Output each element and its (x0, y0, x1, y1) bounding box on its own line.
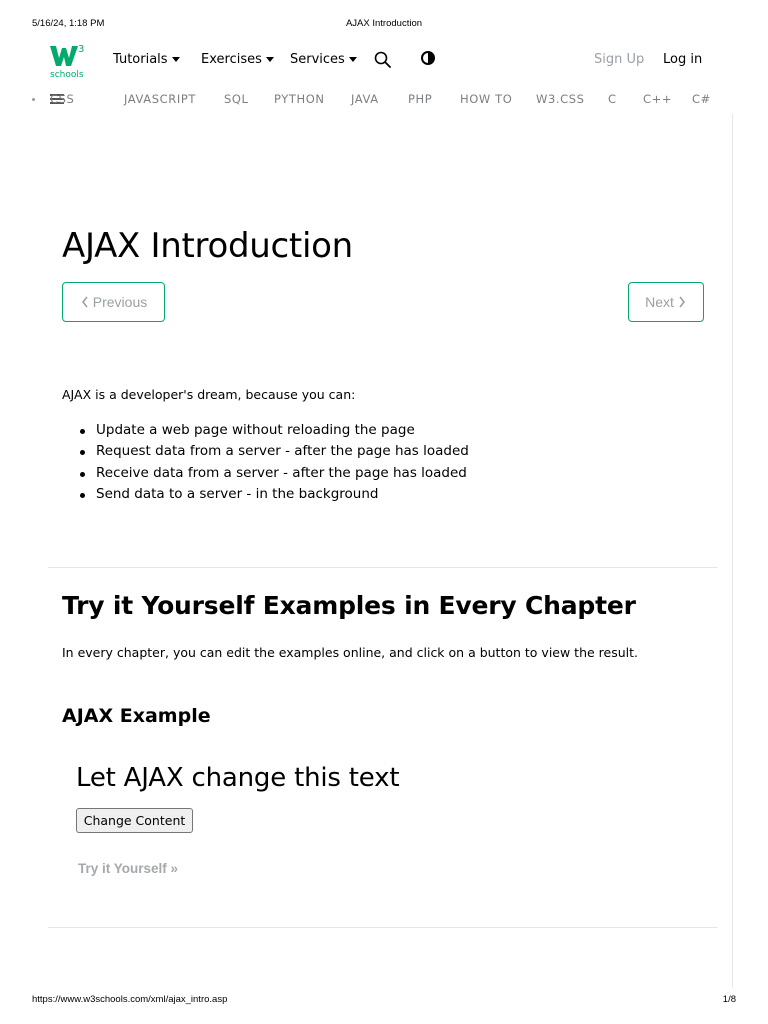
list-item: Send data to a server - in the background (78, 484, 469, 505)
chevron-right-icon (677, 295, 687, 309)
svg-text:3: 3 (78, 44, 85, 55)
tutorials-menu[interactable] (113, 52, 180, 67)
previous-label: Previous (92, 294, 148, 310)
print-page-number: 1/8 (722, 994, 736, 1005)
list-item: Update a web page without reloading the page (78, 420, 469, 441)
exercises-label: Exercises (201, 52, 262, 67)
example-heading: AJAX Example (62, 705, 211, 727)
print-url: https://www.w3schools.com/xml/ajax_intro.asp (32, 994, 228, 1005)
print-footer (0, 994, 768, 1008)
try-it-yourself-link[interactable]: Try it Yourself » (78, 861, 179, 876)
sign-up-link[interactable]: Sign Up (594, 52, 645, 67)
caret-down-icon (266, 57, 274, 62)
list-item: Receive data from a server - after the page has loaded (78, 463, 469, 484)
theme-toggle-button[interactable] (418, 50, 438, 70)
svg-text:schools: schools (50, 70, 84, 80)
feature-list (78, 420, 469, 505)
subject-w3css[interactable]: W3.CSS (536, 92, 585, 106)
demo-text: Let AJAX change this text (76, 763, 400, 793)
caret-down-icon (349, 57, 357, 62)
subject-java[interactable]: JAVA (351, 92, 379, 106)
search-icon (373, 50, 393, 70)
page-title: AJAX Introduction (62, 226, 353, 266)
section-title: Try it Yourself Examples in Every Chapter (62, 591, 636, 620)
services-menu[interactable] (290, 52, 357, 67)
list-item: Request data from a server - after the page has loaded (78, 441, 469, 462)
tutorials-label: Tutorials (113, 52, 168, 67)
section-description: In every chapter, you can edit the examples online, and click on a button to view the result. (62, 645, 639, 660)
w3schools-logo[interactable] (46, 40, 90, 80)
print-date: 5/16/24, 1:18 PM (32, 18, 105, 29)
subject-javascript[interactable]: JAVASCRIPT (124, 92, 196, 106)
subject-bar (0, 88, 732, 112)
subject-cpp[interactable]: C++ (643, 92, 673, 106)
contrast-icon (418, 50, 438, 70)
subject-how-to[interactable]: HOW TO (460, 92, 513, 106)
subject-python[interactable]: PYTHON (274, 92, 325, 106)
exercises-menu[interactable] (201, 52, 274, 67)
log-in-link[interactable]: Log in (663, 52, 703, 67)
caret-down-icon (172, 57, 180, 62)
subject-csharp[interactable]: C# (692, 92, 711, 106)
print-header (0, 18, 768, 32)
top-navigation (0, 38, 768, 82)
w3-logo-icon (46, 40, 90, 80)
chevron-left-icon (80, 295, 90, 309)
divider (48, 567, 718, 568)
subject-css[interactable]: CSS (50, 92, 75, 106)
print-title: AJAX Introduction (345, 18, 423, 29)
subject-c[interactable]: C (608, 92, 617, 106)
next-label: Next (645, 294, 674, 310)
subject-sql[interactable]: SQL (224, 92, 249, 106)
scroll-dot (32, 98, 35, 101)
divider (48, 927, 718, 928)
services-label: Services (290, 52, 345, 67)
previous-button[interactable] (62, 282, 165, 322)
subject-php[interactable]: PHP (408, 92, 433, 106)
next-button[interactable] (628, 282, 704, 322)
content-border (732, 114, 733, 988)
change-content-button[interactable]: Change Content (76, 808, 193, 833)
intro-text: AJAX is a developer's dream, because you can: (62, 387, 356, 402)
search-button[interactable] (373, 50, 393, 70)
